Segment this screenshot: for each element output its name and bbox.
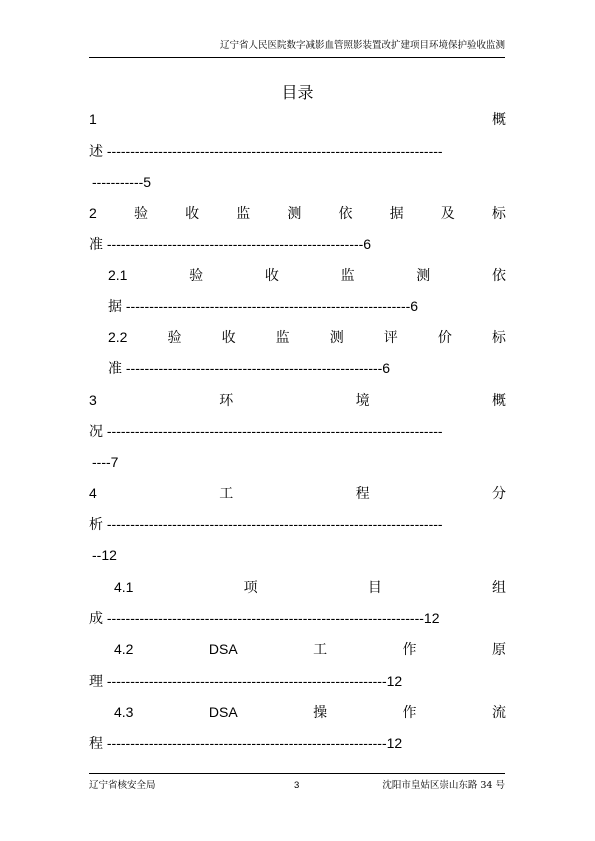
toc-entry-4-leader[interactable]: 析 ------------------------------------------------------------------------ [89,516,443,532]
toc-entry-3-leader[interactable]: 况 ------------------------------------------------------------------------ [89,423,443,439]
toc-char: 概 [492,111,506,127]
toc-char: 监 [340,267,355,283]
toc-char: 3 [89,392,97,408]
toc-entry-3[interactable] [89,389,506,411]
toc-entry-1-page[interactable]: -----------5 [92,174,152,190]
toc-entry-2-2-leader[interactable]: 准 -------------------------------------------------------6 [108,360,391,376]
toc-entry-4-3-leader[interactable]: 程 ------------------------------------------------------------12 [89,735,403,751]
toc-entry-4-2[interactable] [114,638,506,660]
toc-char: 及 [440,205,455,221]
footer-left: 辽宁省核安全局 [89,780,156,791]
running-header: 辽宁省人民医院数字减影血管照影装置改扩建项目环境保护验收监测 [219,40,505,51]
toc-char: 2 [89,205,97,221]
toc-char: 收 [221,329,236,345]
toc-char: 测 [287,205,302,221]
toc-char: 2.1 [108,267,128,283]
toc-char: 收 [185,205,200,221]
toc-entry-4-2-leader[interactable]: 理 ------------------------------------------------------------12 [89,673,403,689]
toc-char: 程 [355,485,370,501]
toc-char: 1 [89,111,97,127]
page-number: 3 [294,780,300,791]
toc-char: 测 [329,329,344,345]
toc-char: 测 [416,267,431,283]
toc-char: 原 [491,641,506,657]
toc-char: 监 [236,205,251,221]
toc-char: 4.1 [114,579,134,595]
toc-char: 标 [491,205,506,221]
toc-entry-2-1-leader[interactable]: 据 -------------------------------------------------------------6 [108,298,419,314]
toc-char: 工 [313,641,328,657]
toc-char: 标 [491,329,506,345]
toc-entry-1[interactable] [89,108,506,130]
toc-char: 验 [167,329,182,345]
header-divider [89,57,505,58]
toc-entry-4-1[interactable] [114,576,506,598]
toc-entry-1-leader[interactable]: 述 ------------------------------------------------------------------------ [89,143,443,159]
toc-char: 4.3 [114,704,134,720]
toc-char: 据 [389,205,404,221]
toc-char: 境 [355,392,370,408]
toc-entry-2[interactable] [89,202,506,224]
toc-char: 监 [275,329,290,345]
toc-char: 作 [402,704,417,720]
toc-char: 环 [219,392,234,408]
toc-entry-4-1-leader[interactable]: 成 --------------------------------------------------------------------12 [89,610,440,626]
toc-char: 依 [338,205,353,221]
toc-char: 工 [219,485,234,501]
toc-entry-2-1[interactable] [108,264,506,286]
toc-char: 操 [313,704,328,720]
toc-char: DSA [208,704,238,720]
toc-char: 验 [133,205,148,221]
toc-char: DSA [208,641,238,657]
toc-char: 流 [491,704,506,720]
toc-char: 收 [264,267,279,283]
toc-char: 分 [491,485,506,501]
footer-divider [89,773,505,774]
toc-char: 项 [243,579,258,595]
toc-entry-4[interactable] [89,482,506,504]
toc-char: 4 [89,485,97,501]
footer-right: 沈阳市皇姑区崇山东路 34 号 [382,780,505,791]
toc-char: 价 [437,329,452,345]
toc-char: 组 [491,579,506,595]
toc-char: 目 [367,579,382,595]
toc-entry-3-page[interactable]: ----7 [92,454,119,470]
toc-title: 目录 [281,83,314,102]
toc-char: 4.2 [114,641,134,657]
toc-entry-2-leader[interactable]: 准 -------------------------------------------------------6 [89,236,372,252]
toc-entry-4-3[interactable] [114,701,506,723]
toc-char: 2.2 [108,329,128,345]
toc-entry-2-2[interactable] [108,326,506,348]
toc-char: 依 [491,267,506,283]
toc-entry-4-page[interactable]: --12 [92,547,117,563]
toc-char: 作 [402,641,417,657]
toc-char: 评 [383,329,398,345]
toc-char: 概 [491,392,506,408]
toc-char: 验 [189,267,204,283]
